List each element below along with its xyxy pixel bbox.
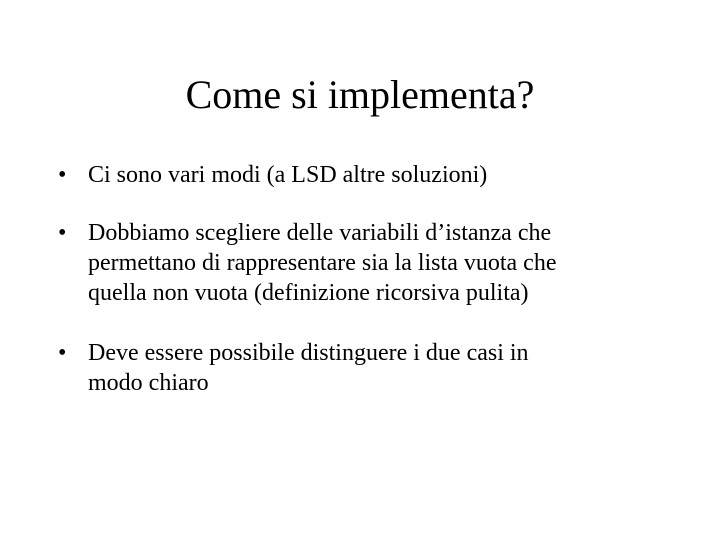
- bullet-list: [58, 160, 678, 398]
- bullet-icon: •: [58, 220, 67, 246]
- bullet-text-line: Ci sono vari modi (a LSD altre soluzioni): [88, 162, 488, 188]
- bullet-text-line: quella non vuota (definizione ricorsiva pulita): [88, 280, 529, 306]
- bullet-icon: •: [58, 340, 67, 366]
- bullet-text-line: Deve essere possibile distinguere i due casi in: [88, 340, 529, 366]
- bullet-text-line: Dobbiamo scegliere delle variabili d’istanza che: [88, 220, 552, 246]
- slide-title: Come si implementa?: [185, 72, 535, 117]
- bullet-item: [58, 218, 678, 308]
- bullet-item: [58, 160, 678, 190]
- bullet-icon: •: [58, 162, 67, 188]
- bullet-item: [58, 338, 678, 398]
- bullet-text-line: modo chiaro: [88, 370, 209, 396]
- bullet-text-line: permettano di rappresentare sia la lista vuota che: [88, 250, 557, 276]
